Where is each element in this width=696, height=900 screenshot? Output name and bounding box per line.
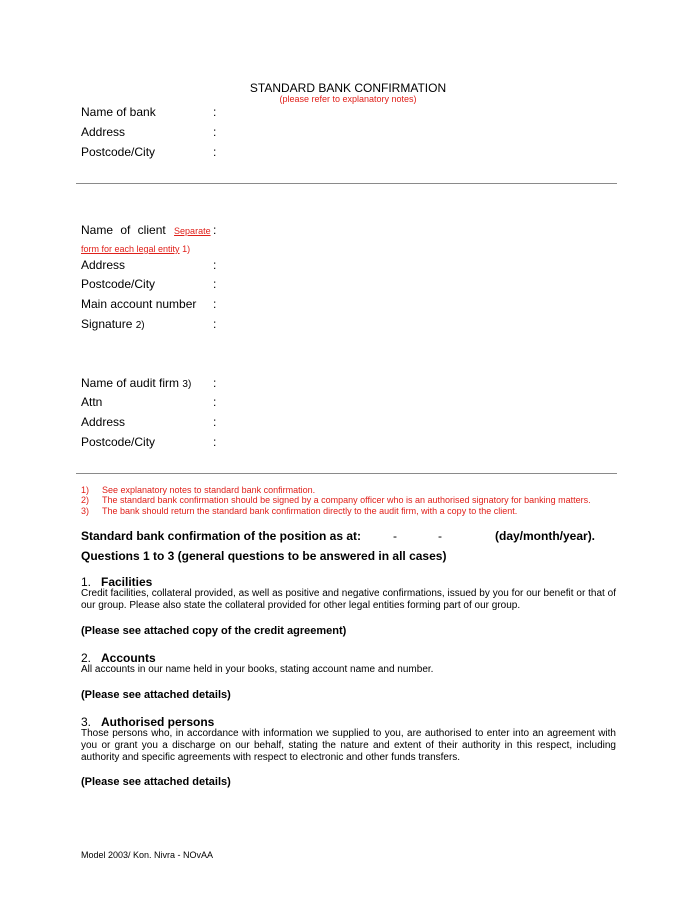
position-dash-2: -: [438, 529, 442, 543]
bank-name-label: Name of bank: [81, 105, 156, 119]
section-facilities-attached: (Please see attached copy of the credit agreement): [81, 625, 347, 637]
section-facilities-heading: 1. Facilities: [81, 575, 153, 589]
section-authorised-body: Those persons who, in accordance with information we supplied to you, are authorised to enter into an agreement with you or grant you a discharge on our behalf, stating the nature and extent of their authority in this respect, including authority and specific agreements with respect to electronic and other funds transfers.: [81, 728, 616, 763]
bank-address-label: Address: [81, 125, 126, 139]
section-accounts-body: All accounts in our name held in your books, stating account name and number.: [81, 664, 434, 675]
client-name-note: Separate: [174, 226, 211, 236]
section-facilities-body: Credit facilities, collateral provided, as well as positive and negative confirmations, issued by you for our benefit or that of our group. Please also state the collateral provided for other legal entities forming part of our group.: [81, 588, 616, 611]
client-signature-label: Signature 2): [81, 317, 145, 331]
client-name-label: Name of client Separate: [81, 223, 211, 237]
client-name-colon: :: [213, 223, 217, 237]
audit-name-colon: :: [213, 376, 217, 390]
client-account-colon: :: [213, 297, 217, 311]
position-text: Standard bank confirmation of the position as at:: [81, 529, 362, 543]
section-accounts-heading: 2. Accounts: [81, 651, 156, 665]
audit-address-label: Address: [81, 415, 126, 429]
client-address-label: Address: [81, 258, 126, 272]
client-signature-colon: :: [213, 317, 217, 331]
client-postcode-label: Postcode/City: [81, 277, 156, 291]
section-authorised-attached: (Please see attached details): [81, 776, 231, 788]
section-accounts-attached: (Please see attached details): [81, 689, 231, 701]
page-footer: Model 2003/ Kon. Nivra - NOvAA: [81, 850, 214, 860]
note-3: 3) The bank should return the standard bank confirmation directly to the audit firm, with a copy to the client.: [81, 506, 518, 516]
audit-attn-label: Attn: [81, 395, 103, 409]
note-2: 2) The standard bank confirmation should be signed by a company officer who is an authorised signatory for banking matters.: [81, 495, 591, 505]
audit-name-label: Name of audit firm 3): [81, 376, 192, 390]
audit-postcode-label: Postcode/City: [81, 435, 156, 449]
document-title: STANDARD BANK CONFIRMATION: [249, 81, 447, 95]
questions-heading: Questions 1 to 3 (general questions to be answered in all cases): [81, 549, 447, 563]
bank-postcode-colon: :: [213, 145, 217, 159]
document-subtitle: (please refer to explanatory notes): [279, 94, 417, 104]
client-postcode-colon: :: [213, 277, 217, 291]
position-dash-1: -: [393, 529, 397, 543]
section-authorised-heading: 3. Authorised persons: [81, 715, 215, 729]
audit-postcode-colon: :: [213, 435, 217, 449]
position-date-format: (day/month/year).: [495, 529, 596, 543]
audit-address-colon: :: [213, 415, 217, 429]
client-name-note-line2: form for each legal entity 1): [81, 244, 191, 254]
bank-name-colon: :: [213, 105, 217, 119]
client-account-label: Main account number: [81, 297, 197, 311]
client-address-colon: :: [213, 258, 217, 272]
bank-address-colon: :: [213, 125, 217, 139]
audit-attn-colon: :: [213, 395, 217, 409]
divider-bank: [76, 183, 617, 184]
divider-audit: [76, 473, 617, 474]
note-1: 1) See explanatory notes to standard bank confirmation.: [81, 485, 316, 495]
bank-postcode-label: Postcode/City: [81, 145, 156, 159]
